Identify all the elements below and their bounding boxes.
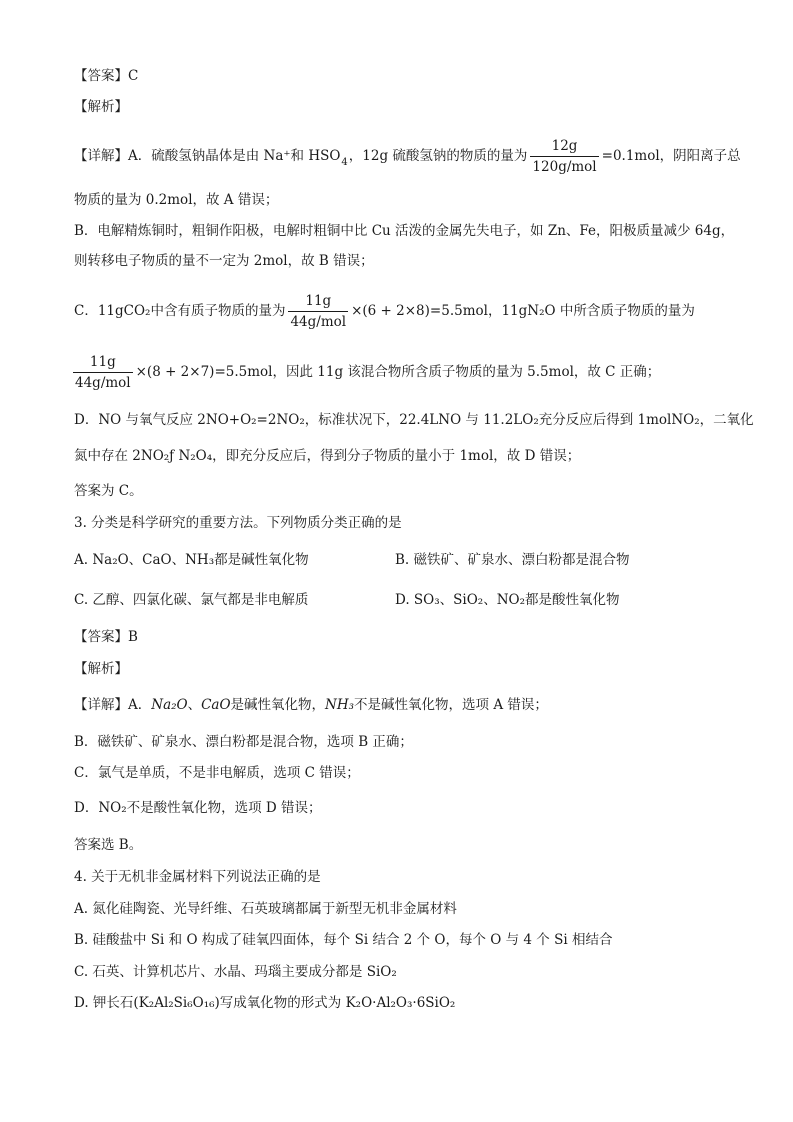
q3-option-C: C. 乙醇、四氯化碳、氯气都是非电解质 [74,592,309,608]
q2-C-fraction-2: $\frac{11g}{\text{44g/mol}}$ [75,354,131,391]
q3-answer-label: 【答案】 [74,629,128,645]
q3-detail-label: 【详解】 [74,697,128,713]
q3-stem: 3. 分类是科学研究的重要方法。下列物质分类正确的是 [74,515,402,531]
q2-detail-C-line1: C．11gCO₂中含有质子物质的量为 $\frac{11g}{\text{44g/mol}}$ ×(6 + 2×8)=5.5mol，11gN₂O 中所含质子物质的量为 [74,293,695,330]
q2-detail-D-line2: 氮中存在 2NO₂ƒ N₂O₄，即充分反应后，得到分子物质的量小于 1mol，故 D 错误； [74,448,581,464]
q3-detail-D: D．NO₂不是酸性氧化物，选项 D 错误； [74,800,322,816]
q2-conclusion: 答案为 C。 [74,483,143,499]
q3-answer-value: B [128,629,138,645]
q2-C-fraction-1: $\frac{11g}{\text{44g/mol}}$ [290,293,347,330]
q3-analysis-label: 【解析】 [74,661,128,677]
q2-detail-B-line2: 则转移电子物质的量不一定为 2mol，故 B 错误； [74,253,374,269]
q3-detail-B: B．磁铁矿、矿泉水、漂白粉都是混合物，选项 B 正确； [74,734,413,750]
q2-detail-A-line2: 物质的量为 0.2mol，故 A 错误； [74,192,279,208]
q2-answer-value: C [128,68,139,84]
q4-option-A: A. 氮化硅陶瓷、光导纤维、石英玻璃都属于新型无机非金属材料 [74,901,457,917]
q2-detail-C-line2: $\frac{11g}{\text{44g/mol}}$ ×(8 + 2×7)=5.5mol，因此 11g 该混合物所含质子物质的量为 5.5mol，故 C 正确； [75,354,661,391]
q4-stem: 4. 关于无机非金属材料下列说法正确的是 [74,869,321,885]
q3-conclusion: 答案选 B。 [74,837,143,853]
q2-detail-D-line1: D．NO 与氧气反应 2NO+O₂=2NO₂，标准状况下，22.4LNO 与 11.2LO₂充分反应后得到 1molNO₂，二氧化 [74,412,754,428]
q3-option-A: A. Na₂O、CaO、NH₃都是碱性氧化物 [74,552,309,568]
q2-A-fraction: $\frac{12g}{\text{120g/mol}}$ [532,138,597,175]
q2-analysis-label: 【解析】 [74,99,128,115]
q3-answer-line [74,627,138,647]
q2-answer-line [74,66,138,86]
q3-detail-A: 【详解】A．Na₂O、CaO是碱性氧化物，NH₃不是碱性氧化物，选项 A 错误； [74,697,548,713]
q4-option-D: D. 钾长石(K₂Al₂Si₆O₁₆)写成氧化物的形式为 K₂O·Al₂O₃·6SiO₂ [74,995,456,1011]
q3-option-D: D. SO₃、SiO₂、NO₂都是酸性氧化物 [395,592,620,608]
q2-detail-B-line1: B．电解精炼铜时，粗铜作阳极，电解时粗铜中比 Cu 活泼的金属先失电子，如 Zn、Fe，阳极质量减少 64g， [74,223,735,239]
q3-detail-C: C．氯气是单质，不是非电解质，选项 C 错误； [74,765,360,781]
q2-detail-label: 【详解】 [74,148,128,164]
q3-option-B: B. 磁铁矿、矿泉水、漂白粉都是混合物 [395,552,630,568]
q2-answer-label: 【答案】 [74,68,128,84]
q4-option-C: C. 石英、计算机芯片、水晶、玛瑙主要成分都是 SiO₂ [74,964,397,980]
q2-detail-A-line1: 【详解】A．硫酸氢钠晶体是由 Na⁺和 HSO 4 ，12g 硫酸氢钠的物质的量为 $\frac{12g}{\text{120g/mol}}$ =0.1mol，阴阳离子总 [74,138,741,175]
q4-option-B: B. 硅酸盐中 Si 和 O 构成了硅氧四面体，每个 Si 结合 2 个 O，每个 O 与 4 个 Si 相结合 [74,932,613,948]
